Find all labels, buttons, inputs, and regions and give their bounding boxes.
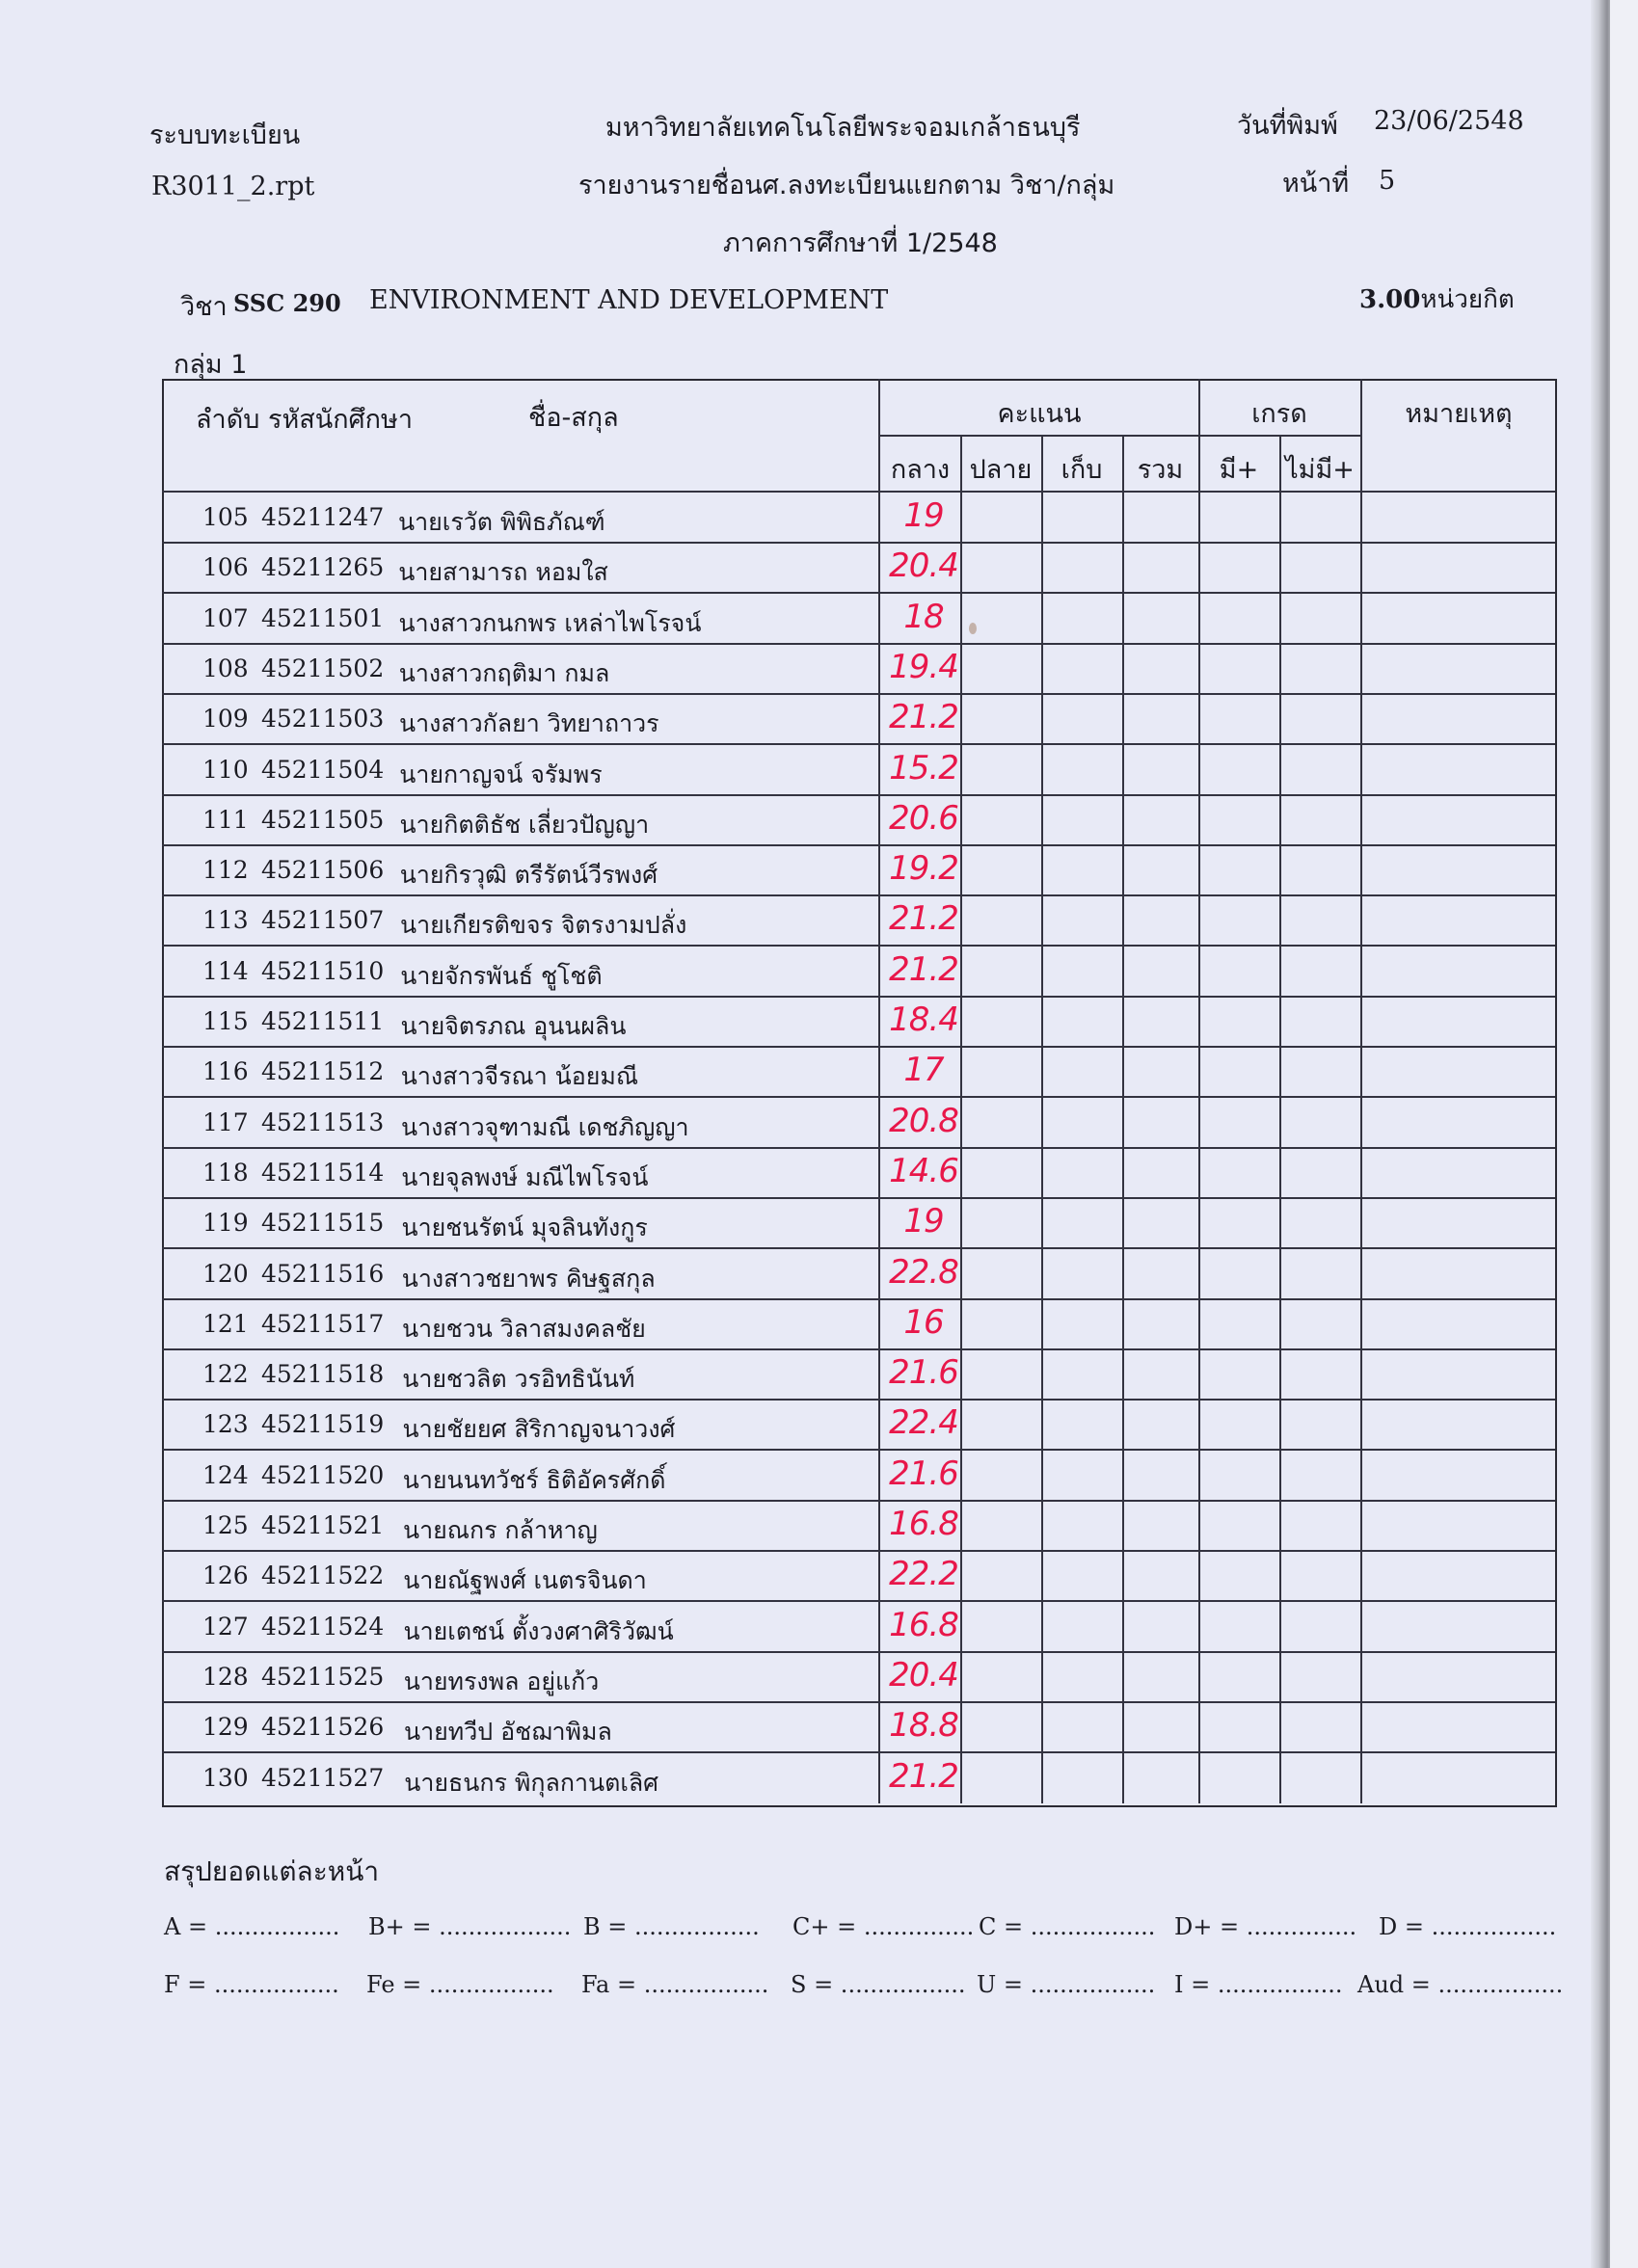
table-row bbox=[162, 795, 1555, 845]
header-divider bbox=[880, 435, 1360, 437]
summary-grade-count: S = ................. bbox=[791, 1971, 966, 1998]
university-name: มหาวิทยาลัยเทคโนโลยีพระจอมเกล้าธนบุรี bbox=[605, 113, 1081, 143]
row-seq: 125 bbox=[202, 1511, 249, 1539]
table-row bbox=[162, 1047, 1555, 1097]
row-student-name: นางสาวกฤติมา กมล bbox=[398, 658, 610, 687]
row-student-name: นายกิรวุฒิ ตรีรัตน์วีรพงศ์ bbox=[399, 861, 658, 890]
header-total: รวม bbox=[1137, 455, 1184, 485]
summary-title: สรุปยอดแต่ละหน้า bbox=[164, 1855, 380, 1887]
system-name: ระบบทะเบียน bbox=[149, 120, 301, 150]
table-row bbox=[162, 1652, 1555, 1702]
row-seq: 107 bbox=[202, 603, 249, 632]
row-midterm-score: 16 bbox=[903, 1302, 944, 1342]
row-seq: 105 bbox=[202, 503, 249, 531]
row-student-name: นายเตชน์ ตั้งวงศาศิริวัฒน์ bbox=[403, 1616, 674, 1645]
course-code: SSC 290 bbox=[233, 289, 341, 317]
row-student-name: นายกาญจน์ จรัมพร bbox=[399, 760, 603, 788]
row-student-id: 45211517 bbox=[261, 1309, 385, 1338]
table-row bbox=[162, 594, 1555, 644]
table-row bbox=[162, 845, 1555, 895]
row-seq: 109 bbox=[202, 705, 249, 734]
row-student-id: 45211518 bbox=[261, 1360, 385, 1389]
table-row bbox=[162, 1400, 1555, 1450]
row-student-name: นายชัยยศ สิริกาญจนาวงศ์ bbox=[402, 1415, 676, 1444]
summary-grade-count: D+ = ............... bbox=[1174, 1913, 1357, 1940]
row-seq: 119 bbox=[202, 1209, 249, 1238]
row-student-id: 45211522 bbox=[261, 1561, 385, 1590]
group-number: 1 bbox=[230, 350, 248, 380]
row-student-id: 45211501 bbox=[261, 603, 385, 632]
row-student-name: นายณัฐพงศ์ เนตรจินดา bbox=[403, 1566, 647, 1595]
row-seq: 108 bbox=[202, 654, 249, 682]
table-row bbox=[162, 895, 1555, 946]
row-midterm-score: 21.6 bbox=[889, 1353, 958, 1393]
row-student-name: นายจุลพงษ์ มณีไพโรจน์ bbox=[401, 1162, 649, 1191]
row-student-name: นายกิตติธัช เลี่ยวปัญญา bbox=[399, 810, 650, 839]
row-student-id: 45211503 bbox=[261, 705, 385, 734]
semester: ภาคการศึกษาที่ 1/2548 bbox=[723, 228, 998, 258]
credits-label: หน่วยกิต bbox=[1420, 285, 1515, 314]
row-student-id: 45211512 bbox=[261, 1057, 385, 1086]
row-student-id: 45211247 bbox=[261, 503, 385, 531]
print-date: 23/06/2548 bbox=[1374, 106, 1524, 136]
row-student-name: นายธนกร พิกุลกานตเลิศ bbox=[404, 1768, 659, 1797]
row-midterm-score: 18 bbox=[903, 597, 944, 636]
row-student-id: 45211502 bbox=[261, 654, 385, 682]
header-remarks: หมายเหตุ bbox=[1405, 399, 1513, 429]
print-date-label: วันที่พิมพ์ bbox=[1237, 111, 1338, 141]
row-student-id: 45211514 bbox=[261, 1158, 385, 1187]
row-seq: 112 bbox=[202, 856, 249, 885]
row-midterm-score: 20.8 bbox=[889, 1101, 958, 1140]
group-text: กลุ่ม bbox=[174, 350, 223, 380]
header-name: ชื่อ-สกุล bbox=[528, 403, 619, 433]
row-midterm-score: 17 bbox=[903, 1051, 944, 1090]
row-midterm-score: 22.2 bbox=[889, 1555, 958, 1594]
summary-grade-count: B+ = .................. bbox=[368, 1913, 572, 1940]
summary-grade-count: B = ................. bbox=[583, 1913, 760, 1940]
table-row bbox=[162, 1551, 1555, 1601]
table-row bbox=[162, 1148, 1555, 1198]
row-student-id: 45211525 bbox=[261, 1662, 385, 1691]
row-midterm-score: 18.8 bbox=[889, 1706, 958, 1746]
table-row bbox=[162, 543, 1555, 593]
course-credits: 3.00 bbox=[1359, 285, 1421, 314]
row-student-name: นายชวน วิลาสมงคลชัย bbox=[402, 1314, 646, 1343]
course-label: วิชา bbox=[180, 292, 228, 322]
row-student-name: นายนนทวัชร์ ธิติอัครศักดิ์ bbox=[402, 1465, 666, 1494]
row-student-name: นายชนรัตน์ มุจลินทังกูร bbox=[401, 1214, 648, 1242]
row-midterm-score: 19 bbox=[903, 1202, 944, 1241]
row-midterm-score: 14.6 bbox=[889, 1151, 958, 1190]
row-student-name: นายทวีป อัชฌาพิมล bbox=[404, 1718, 612, 1747]
table-row bbox=[162, 1753, 1555, 1803]
row-seq: 127 bbox=[202, 1612, 249, 1641]
row-student-name: นายจักรพันธ์ ชูโชติ bbox=[400, 961, 603, 990]
table-row bbox=[162, 694, 1555, 744]
summary-grade-count: C+ = ............... bbox=[792, 1913, 975, 1940]
scan-smudge bbox=[969, 623, 977, 634]
row-student-id: 45211521 bbox=[261, 1511, 385, 1539]
row-seq: 111 bbox=[202, 805, 249, 834]
row-student-id: 45211524 bbox=[261, 1612, 385, 1641]
row-seq: 128 bbox=[202, 1662, 249, 1691]
table-row bbox=[162, 947, 1555, 997]
row-midterm-score: 20.4 bbox=[889, 547, 958, 586]
scan-margin bbox=[1610, 0, 1638, 2268]
table-row bbox=[162, 1702, 1555, 1752]
row-midterm-score: 19 bbox=[903, 496, 944, 535]
row-student-name: นายเกียรติขจร จิตรงามปลั่ง bbox=[400, 911, 687, 940]
course-name: ENVIRONMENT AND DEVELOPMENT bbox=[369, 285, 889, 315]
table-row bbox=[162, 1349, 1555, 1400]
table-row bbox=[162, 997, 1555, 1047]
row-midterm-score: 21.2 bbox=[889, 949, 958, 989]
row-student-name: นางสาวจุฑามณี เดชภิญญา bbox=[401, 1112, 689, 1141]
row-seq: 117 bbox=[202, 1107, 249, 1136]
row-student-id: 45211520 bbox=[261, 1460, 385, 1489]
scan-page-edge bbox=[1591, 0, 1610, 2268]
row-student-id: 45211506 bbox=[261, 856, 385, 885]
row-student-id: 45211265 bbox=[261, 553, 385, 582]
summary-grade-count: U = ................. bbox=[977, 1971, 1156, 1998]
row-student-name: นายเรวัต พิพิธภัณฑ์ bbox=[398, 508, 605, 536]
table-row bbox=[162, 1098, 1555, 1148]
row-student-name: นายทรงพล อยู่แก้ว bbox=[403, 1667, 600, 1695]
header-scores: คะแนน bbox=[997, 399, 1082, 429]
summary-grade-count: A = ................. bbox=[164, 1913, 340, 1940]
row-student-id: 45211527 bbox=[261, 1763, 385, 1792]
row-student-id: 45211515 bbox=[261, 1209, 385, 1238]
row-seq: 118 bbox=[202, 1158, 249, 1187]
row-midterm-score: 21.6 bbox=[889, 1454, 958, 1493]
summary-grade-count: C = ................. bbox=[979, 1913, 1156, 1940]
row-midterm-score: 21.2 bbox=[889, 698, 958, 737]
row-student-name: นางสาวชยาพร คิษฐสกุล bbox=[401, 1264, 656, 1293]
header-grade: เกรด bbox=[1251, 399, 1307, 429]
row-seq: 122 bbox=[202, 1360, 249, 1389]
row-midterm-score: 19.4 bbox=[889, 647, 958, 686]
summary-grade-count: Fe = ................. bbox=[366, 1971, 554, 1998]
row-seq: 121 bbox=[202, 1309, 249, 1338]
row-seq: 116 bbox=[202, 1057, 249, 1086]
summary-grade-count: I = ................. bbox=[1174, 1971, 1343, 1998]
row-seq: 124 bbox=[202, 1460, 249, 1489]
table-row bbox=[162, 1451, 1555, 1501]
row-student-name: นางสาวกนกพร เหล่าไพโรจน์ bbox=[398, 608, 702, 637]
row-seq: 113 bbox=[202, 906, 249, 935]
row-midterm-score: 19.2 bbox=[889, 849, 958, 889]
summary-grade-count: D = ................. bbox=[1379, 1913, 1557, 1940]
row-student-name: นายสามารถ หอมใส bbox=[398, 558, 608, 587]
row-student-name: นางสาวจีรณา น้อยมณี bbox=[400, 1062, 639, 1091]
header-midterm: กลาง bbox=[890, 455, 951, 485]
table-row bbox=[162, 745, 1555, 795]
summary-grade-count: F = ................. bbox=[164, 1971, 339, 1998]
table-row bbox=[162, 1299, 1555, 1349]
header-final: ปลาย bbox=[969, 455, 1033, 485]
row-seq: 120 bbox=[202, 1259, 249, 1288]
summary-grade-count: Fa = ................. bbox=[581, 1971, 769, 1998]
row-student-id: 45211507 bbox=[261, 906, 385, 935]
table-row bbox=[162, 493, 1555, 543]
row-student-id: 45211505 bbox=[261, 805, 385, 834]
row-midterm-score: 15.2 bbox=[889, 748, 958, 787]
report-title: รายงานรายชื่อนศ.ลงทะเบียนแยกตาม วิชา/กลุ่ม bbox=[578, 171, 1115, 200]
row-student-name: นางสาวกัลยา วิทยาถาวร bbox=[399, 709, 659, 738]
row-student-id: 45211516 bbox=[261, 1259, 385, 1288]
table-row bbox=[162, 1198, 1555, 1248]
row-student-id: 45211513 bbox=[261, 1107, 385, 1136]
row-midterm-score: 20.6 bbox=[889, 798, 958, 838]
row-student-id: 45211504 bbox=[261, 755, 385, 784]
row-student-id: 45211519 bbox=[261, 1410, 385, 1439]
row-student-id: 45211511 bbox=[261, 1007, 385, 1035]
table-row bbox=[162, 1602, 1555, 1652]
row-student-id: 45211510 bbox=[261, 956, 385, 985]
row-midterm-score: 18.4 bbox=[889, 1001, 958, 1039]
page-label: หน้าที่ bbox=[1282, 169, 1350, 199]
table-row bbox=[162, 1501, 1555, 1551]
header-plus: มี+ bbox=[1219, 455, 1259, 485]
row-seq: 106 bbox=[202, 553, 249, 582]
row-midterm-score: 16.8 bbox=[889, 1605, 958, 1644]
row-seq: 114 bbox=[202, 956, 249, 985]
page-number: 5 bbox=[1379, 166, 1396, 196]
row-seq: 123 bbox=[202, 1410, 249, 1439]
row-midterm-score: 21.2 bbox=[889, 1756, 958, 1796]
row-midterm-score: 22.4 bbox=[889, 1403, 958, 1443]
row-seq: 129 bbox=[202, 1713, 249, 1742]
student-table bbox=[162, 379, 1555, 1805]
report-file: R3011_2.rpt bbox=[151, 172, 315, 201]
row-seq: 115 bbox=[202, 1007, 249, 1035]
header-no-plus: ไม่มี+ bbox=[1285, 455, 1355, 485]
row-midterm-score: 21.2 bbox=[889, 899, 958, 939]
header-collected: เก็บ bbox=[1061, 455, 1103, 485]
header-seq-id: ลำดับ รหัสนักศึกษา bbox=[196, 405, 413, 435]
row-student-name: นายชวลิต วรอิทธินันท์ bbox=[402, 1365, 635, 1394]
row-student-id: 45211526 bbox=[261, 1713, 385, 1742]
row-midterm-score: 16.8 bbox=[889, 1505, 958, 1543]
summary-grade-count: Aud = ................. bbox=[1357, 1971, 1564, 1998]
table-row bbox=[162, 644, 1555, 694]
row-midterm-score: 22.8 bbox=[889, 1252, 958, 1292]
row-seq: 110 bbox=[202, 755, 249, 784]
row-seq: 126 bbox=[202, 1561, 249, 1590]
row-seq: 130 bbox=[202, 1763, 249, 1792]
row-student-name: นายณกร กล้าหาญ bbox=[403, 1516, 598, 1544]
table-row bbox=[162, 1249, 1555, 1299]
row-midterm-score: 20.4 bbox=[889, 1655, 958, 1694]
row-student-name: นายจิตรภณ อุนนผลิน bbox=[400, 1012, 627, 1040]
